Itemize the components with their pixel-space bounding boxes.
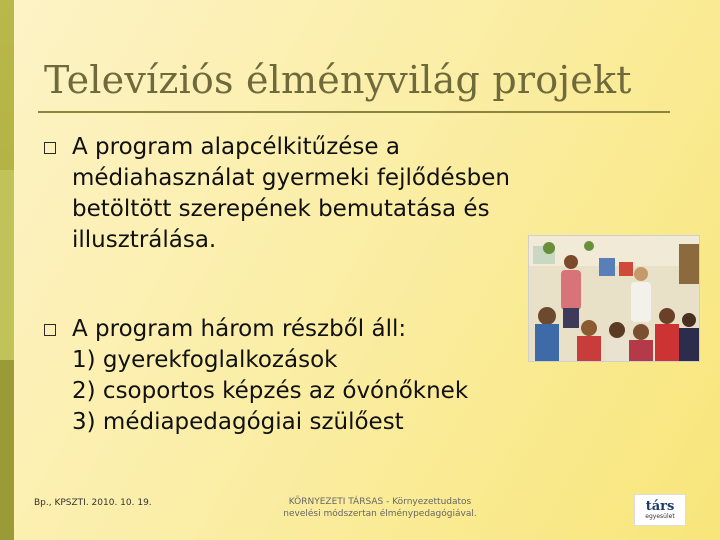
logo-tagline: egyesület xyxy=(645,512,675,520)
bullet-line: médiahasználat gyermeki fejlődésben xyxy=(72,165,510,191)
footer-line: nevelési módszertan élménypedagógiával. xyxy=(283,509,477,519)
square-bullet-icon xyxy=(44,324,56,336)
left-band-segment xyxy=(0,360,14,540)
footer-line: KÖRNYEZETI TÁRSAS - Környezettudatos xyxy=(288,497,472,507)
slide-title: Televíziós élményvilág projekt xyxy=(44,58,632,102)
title-underline xyxy=(38,111,670,113)
classroom-photo xyxy=(528,235,700,362)
footer-date: Bp., KPSZTI. 2010. 10. 19. xyxy=(34,498,152,508)
classroom-photo-illustration xyxy=(529,236,699,361)
bullet-text xyxy=(72,132,510,256)
bullet-line: 3) médiapedagógiai szülőest xyxy=(72,409,404,435)
bullet-item-goal xyxy=(44,132,510,256)
bullet-line: illusztrálása. xyxy=(72,227,217,253)
bullet-line: A program három részből áll: xyxy=(72,316,407,342)
left-accent-band xyxy=(0,0,14,540)
bullet-item-parts xyxy=(44,314,468,438)
left-band-segment xyxy=(0,170,14,360)
square-bullet-icon xyxy=(44,142,56,154)
bullet-line: 2) csoportos képzés az óvónőknek xyxy=(72,378,469,404)
bullet-line: A program alapcélkitűzése a xyxy=(72,134,400,160)
bullet-line: 1) gyerekfoglalkozások xyxy=(72,347,338,373)
tars-logo xyxy=(634,494,686,526)
bullet-line: betöltött szerepének bemutatása és xyxy=(72,196,490,222)
footer-organization xyxy=(240,496,520,520)
bullet-text xyxy=(72,314,468,438)
logo-wordmark: társ xyxy=(645,498,675,514)
